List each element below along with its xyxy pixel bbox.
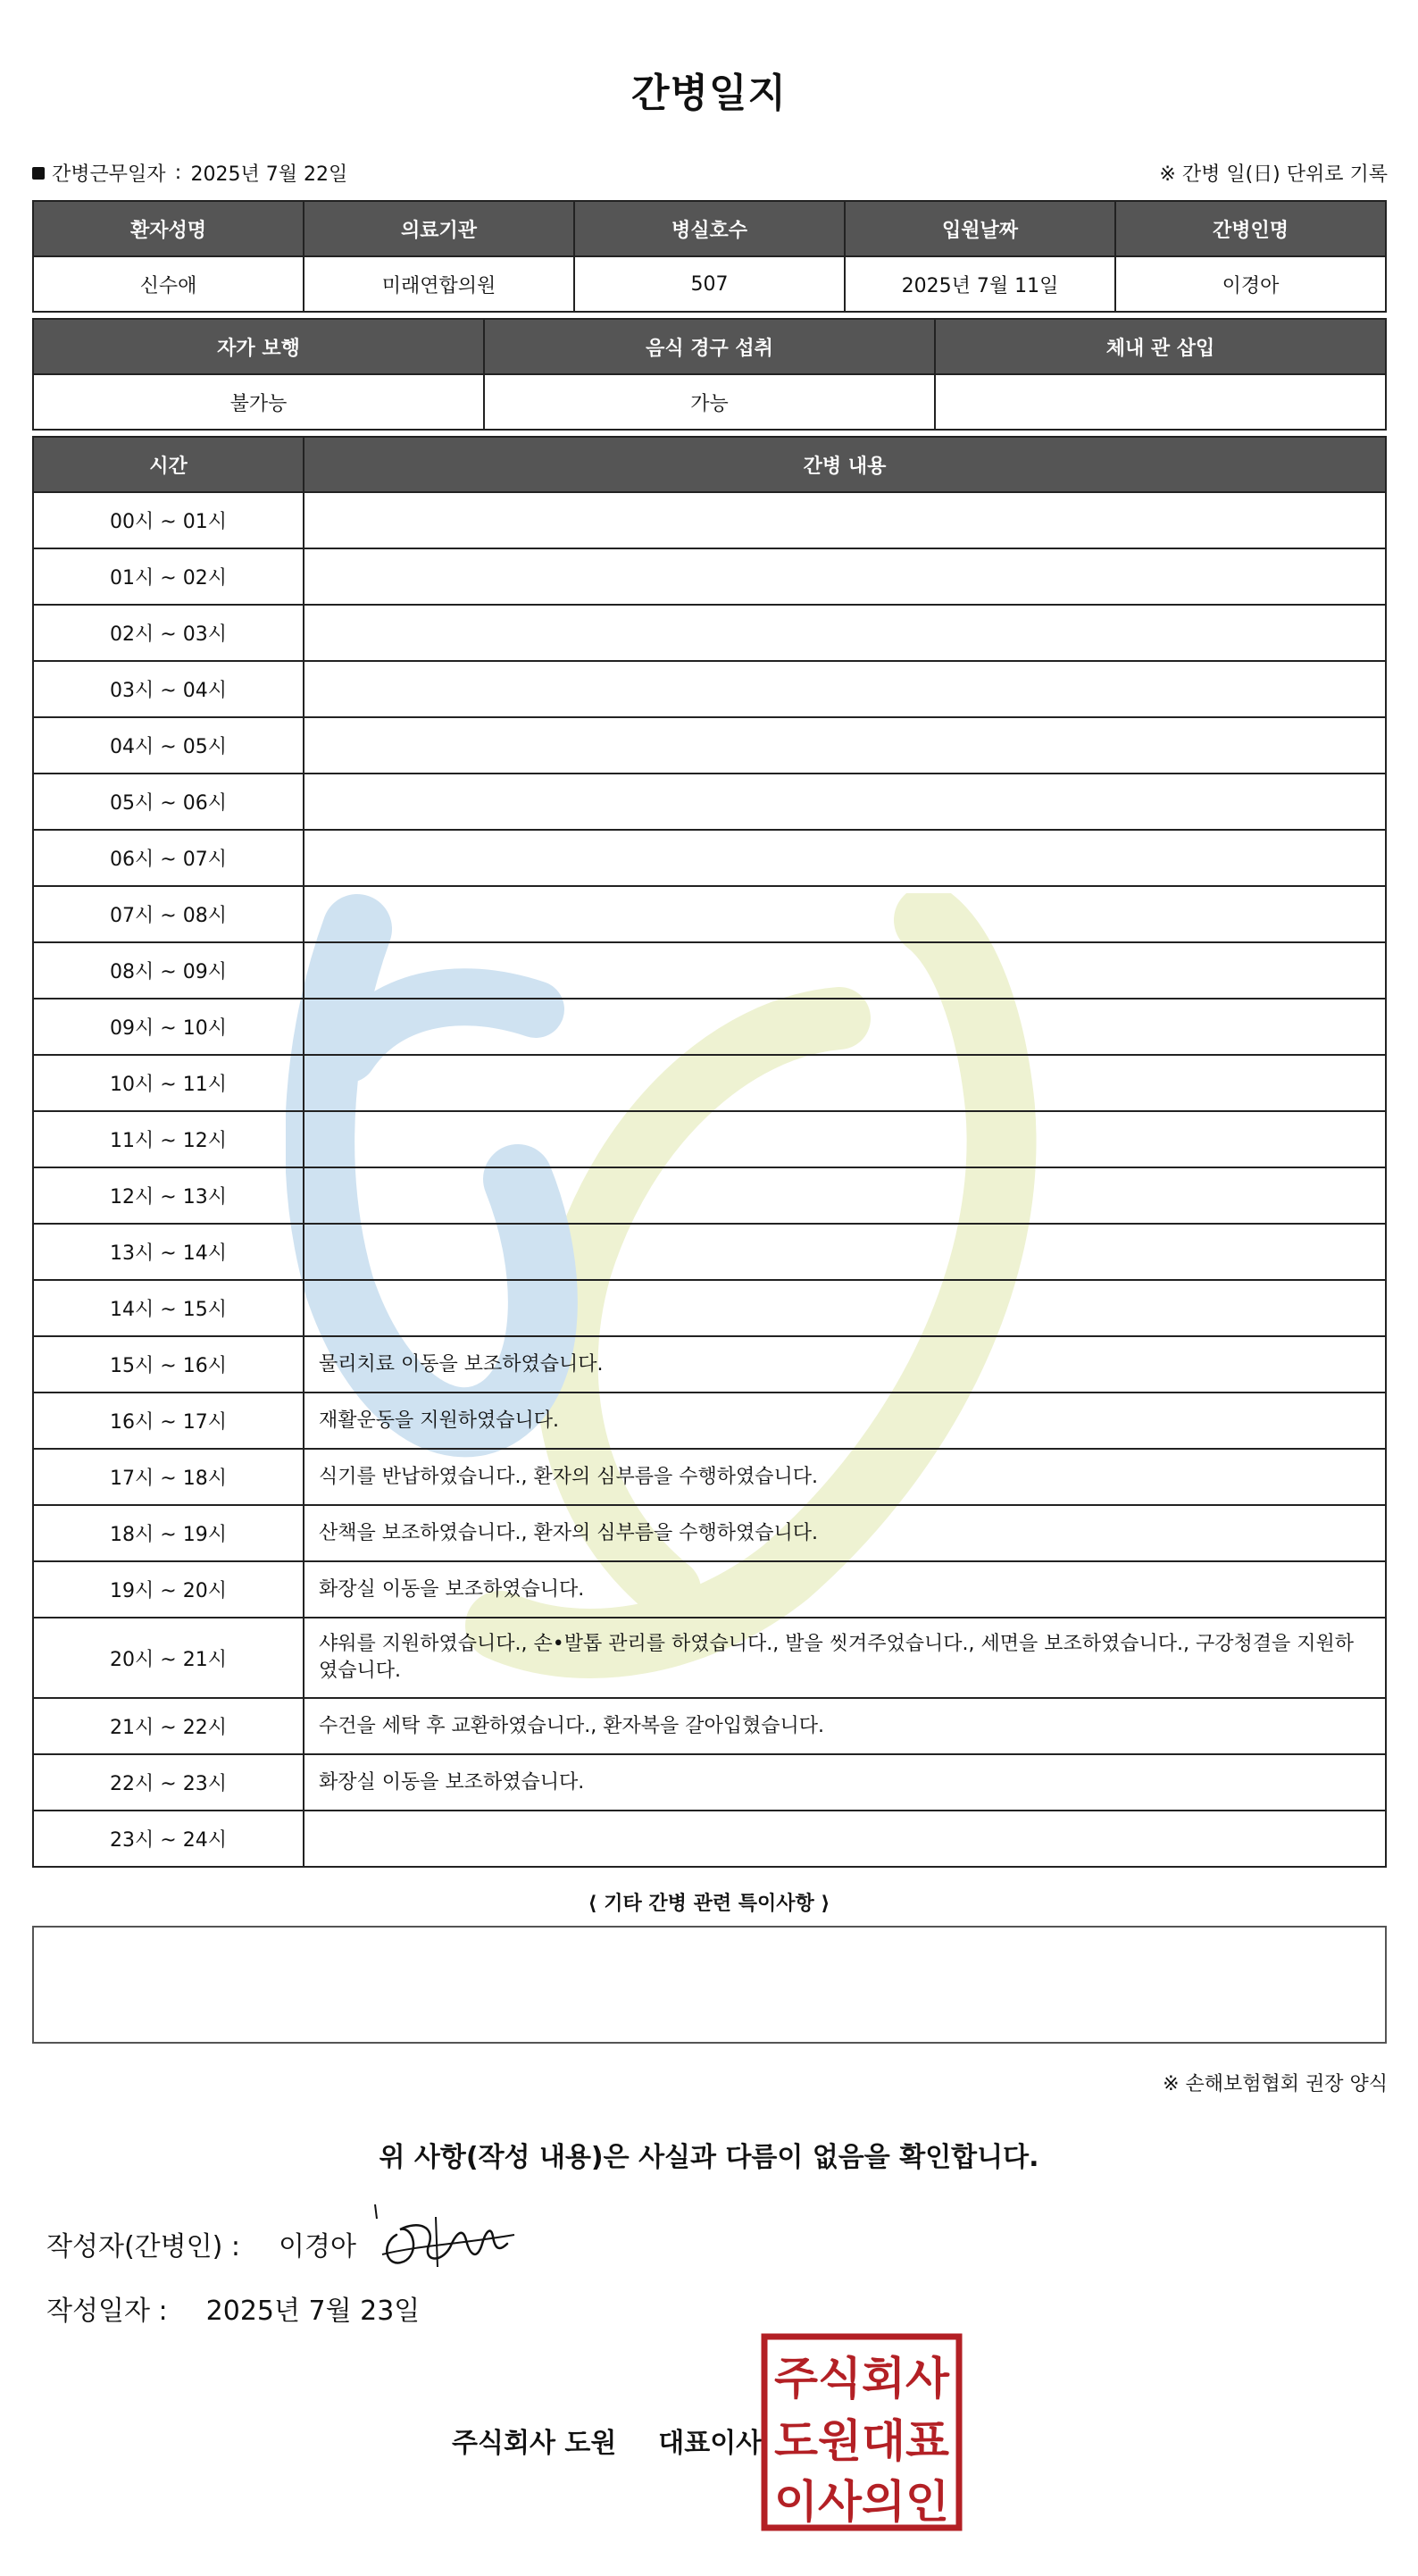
care-log-time: 09시 ~ 10시 <box>33 999 304 1055</box>
care-log-content: 식기를 반납하였습니다., 환자의 심부름을 수행하였습니다. <box>304 1449 1386 1505</box>
care-log-row <box>33 1167 1386 1224</box>
care-log-time: 12시 ~ 13시 <box>33 1167 304 1224</box>
care-log-time: 21시 ~ 22시 <box>33 1698 304 1754</box>
oral-intake-value: 가능 <box>484 374 935 430</box>
care-log-time: 18시 ~ 19시 <box>33 1505 304 1561</box>
care-log-content <box>304 774 1386 830</box>
confirmation-statement: 위 사항(작성 내용)은 사실과 다름이 없음을 확인합니다. <box>379 2142 1039 2173</box>
bullet-square-icon <box>32 167 45 180</box>
care-log-row <box>33 1449 1386 1505</box>
care-log-row <box>33 886 1386 942</box>
page-title: 간병일지 <box>630 71 787 116</box>
recommended-form-note: ※ 손해보험협회 권장 양식 <box>1163 2073 1388 2095</box>
care-log-content <box>304 548 1386 605</box>
svg-text:도원대표: 도원대표 <box>774 2415 950 2467</box>
care-log-time: 23시 ~ 24시 <box>33 1811 304 1867</box>
svg-text:주식회사: 주식회사 <box>774 2353 950 2405</box>
care-log-row <box>33 1561 1386 1618</box>
care-log-row <box>33 548 1386 605</box>
admission-date-header: 입원날짜 <box>845 201 1115 256</box>
ceo-title: 대표이사 <box>658 2428 763 2459</box>
self-walking-value: 불가능 <box>33 374 484 430</box>
care-log-time: 19시 ~ 20시 <box>33 1561 304 1618</box>
condition-table <box>32 318 1387 431</box>
duty-date-value: 2025년 7월 22일 <box>190 163 348 186</box>
care-log-table <box>32 436 1387 1868</box>
care-log-content <box>304 661 1386 717</box>
duty-date-line <box>32 159 347 187</box>
care-log-time: 11시 ~ 12시 <box>33 1111 304 1167</box>
tube-insertion-value <box>935 374 1386 430</box>
room-number-value: 507 <box>574 256 845 312</box>
company-seal-stamp <box>761 2333 963 2531</box>
care-log-time: 17시 ~ 18시 <box>33 1449 304 1505</box>
care-log-content: 화장실 이동을 보조하였습니다. <box>304 1561 1386 1618</box>
special-notes-box <box>32 1926 1387 2044</box>
care-log-time: 07시 ~ 08시 <box>33 886 304 942</box>
care-log-content: 물리치료 이동을 보조하였습니다. <box>304 1336 1386 1393</box>
handwritten-signature <box>373 2199 518 2276</box>
patient-name-value: 신수애 <box>33 256 304 312</box>
care-log-row <box>33 1698 1386 1754</box>
care-log-body <box>33 492 1386 1867</box>
care-log-row <box>33 999 1386 1055</box>
duty-date-label: 간병근무일자 <box>52 163 166 186</box>
care-log-row <box>33 1336 1386 1393</box>
hospital-value: 미래연합의원 <box>304 256 574 312</box>
patient-info-value-row <box>33 256 1386 312</box>
care-log-row <box>33 1505 1386 1561</box>
care-log-content <box>304 999 1386 1055</box>
care-log-content <box>304 1811 1386 1867</box>
written-date-value: 2025년 7월 23일 <box>205 2296 421 2327</box>
care-log-content <box>304 1055 1386 1111</box>
care-log-row <box>33 1111 1386 1167</box>
care-log-content <box>304 942 1386 999</box>
daily-record-note: ※ 간병 일(日) 단위로 기록 <box>1159 163 1388 186</box>
care-log-row <box>33 661 1386 717</box>
care-log-time: 10시 ~ 11시 <box>33 1055 304 1111</box>
care-log-time: 03시 ~ 04시 <box>33 661 304 717</box>
company-name: 주식회사 도원 <box>452 2428 617 2459</box>
condition-header-row <box>33 319 1386 374</box>
written-date-line <box>46 2288 420 2328</box>
patient-name-header: 환자성명 <box>33 201 304 256</box>
care-log-content: 수건을 세탁 후 교환하였습니다., 환자복을 갈아입혔습니다. <box>304 1698 1386 1754</box>
care-log-time: 13시 ~ 14시 <box>33 1224 304 1280</box>
author-name: 이경아 <box>279 2231 356 2262</box>
care-log-content <box>304 492 1386 548</box>
care-log-header-row <box>33 437 1386 492</box>
condition-value-row <box>33 374 1386 430</box>
care-log-content: 재활운동을 지원하였습니다. <box>304 1393 1386 1449</box>
room-number-header: 병실호수 <box>574 201 845 256</box>
care-log-time: 20시 ~ 21시 <box>33 1618 304 1698</box>
care-log-content <box>304 717 1386 774</box>
self-walking-header: 자가 보행 <box>33 319 484 374</box>
care-log-content: 산책을 보조하였습니다., 환자의 심부름을 수행하였습니다. <box>304 1505 1386 1561</box>
care-log-time: 00시 ~ 01시 <box>33 492 304 548</box>
care-log-content <box>304 830 1386 886</box>
care-log-row <box>33 774 1386 830</box>
written-date-label: 작성일자 : <box>46 2296 168 2327</box>
care-log-time: 08시 ~ 09시 <box>33 942 304 999</box>
care-log-content: 샤워를 지원하였습니다., 손•발톱 관리를 하였습니다., 발을 씻겨주었습니다., 세면을 보조하였습니다., 구강청결을 지원하였습니다. <box>304 1618 1386 1698</box>
care-log-time: 15시 ~ 16시 <box>33 1336 304 1393</box>
caregiver-name-value: 이경아 <box>1115 256 1386 312</box>
care-log-time: 16시 ~ 17시 <box>33 1393 304 1449</box>
care-log-row <box>33 1618 1386 1698</box>
care-log-content <box>304 1167 1386 1224</box>
time-header: 시간 <box>33 437 304 492</box>
care-log-row <box>33 830 1386 886</box>
care-log-row <box>33 1280 1386 1336</box>
care-log-row <box>33 492 1386 548</box>
svg-text:이사의인: 이사의인 <box>774 2476 949 2528</box>
notes-title: ⟨ 기타 간병 관련 특이사항 ⟩ <box>588 1893 830 1915</box>
care-log-content <box>304 605 1386 661</box>
care-log-content <box>304 886 1386 942</box>
author-label: 작성자(간병인) : <box>46 2231 240 2262</box>
hospital-header: 의료기관 <box>304 201 574 256</box>
admission-date-value: 2025년 7월 11일 <box>845 256 1115 312</box>
patient-info-header-row <box>33 201 1386 256</box>
care-log-time: 01시 ~ 02시 <box>33 548 304 605</box>
care-log-content <box>304 1224 1386 1280</box>
care-log-row <box>33 717 1386 774</box>
care-log-time: 22시 ~ 23시 <box>33 1754 304 1811</box>
care-content-header: 간병 내용 <box>304 437 1386 492</box>
caregiver-name-header: 간병인명 <box>1115 201 1386 256</box>
company-line <box>452 2421 762 2460</box>
care-log-row <box>33 605 1386 661</box>
care-log-time: 06시 ~ 07시 <box>33 830 304 886</box>
oral-intake-header: 음식 경구 섭취 <box>484 319 935 374</box>
patient-info-table <box>32 200 1387 313</box>
care-log-content: 화장실 이동을 보조하였습니다. <box>304 1754 1386 1811</box>
duty-date-separator: : <box>174 162 182 184</box>
care-log-row <box>33 1393 1386 1449</box>
care-log-row <box>33 1055 1386 1111</box>
author-line <box>46 2224 356 2263</box>
care-log-row <box>33 1811 1386 1867</box>
care-log-row <box>33 942 1386 999</box>
care-log-time: 05시 ~ 06시 <box>33 774 304 830</box>
care-log-content <box>304 1111 1386 1167</box>
care-log-time: 14시 ~ 15시 <box>33 1280 304 1336</box>
care-log-row <box>33 1754 1386 1811</box>
care-log-content <box>304 1280 1386 1336</box>
care-log-row <box>33 1224 1386 1280</box>
tube-insertion-header: 체내 관 삽입 <box>935 319 1386 374</box>
care-log-time: 02시 ~ 03시 <box>33 605 304 661</box>
care-log-time: 04시 ~ 05시 <box>33 717 304 774</box>
